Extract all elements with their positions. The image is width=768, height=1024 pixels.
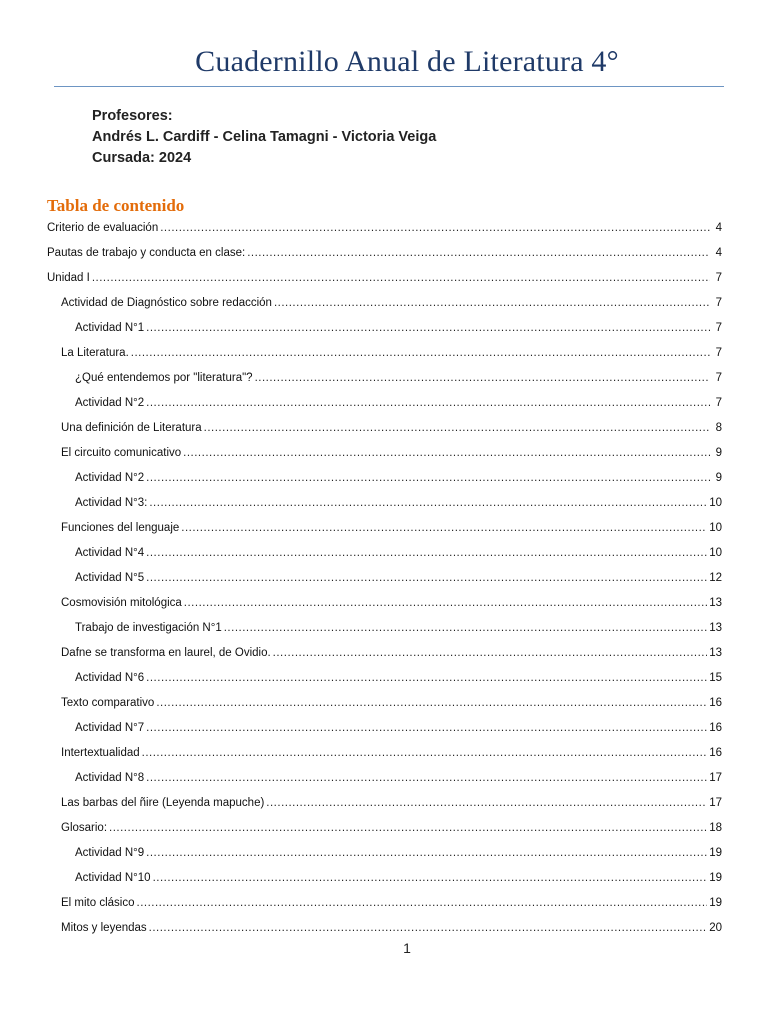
toc-entry-label: Trabajo de investigación N°1 [75,622,222,634]
toc-entry[interactable] [47,343,722,368]
toc-entry[interactable] [47,793,722,818]
authors-block [92,106,436,169]
toc-dot-leader [181,518,707,538]
toc-entry[interactable] [47,243,722,268]
toc-entry-page: 8 [715,422,722,434]
toc-dot-leader [146,568,707,588]
toc-entry-page: 19 [709,897,722,909]
toc-entry-label: Unidad I [47,272,90,284]
teachers-label: Profesores: [92,108,173,124]
toc-entry-page: 7 [715,397,722,409]
toc-entry[interactable] [47,593,722,618]
toc-dot-leader [146,543,707,563]
toc-entry-label: Actividad N°8 [75,772,145,784]
toc-dot-leader [146,468,710,488]
toc-entry[interactable] [47,718,722,743]
toc-entry-label: Actividad N°4 [75,547,145,559]
toc-entry[interactable] [47,543,722,568]
toc-entry-page: 20 [709,922,722,934]
toc-dot-leader [146,843,707,863]
toc-entry-page: 9 [715,447,722,459]
toc-dot-leader [92,268,710,288]
toc-entry-label: Mitos y leyendas [61,922,147,934]
page-number: 1 [403,940,411,956]
toc-entry-label: Actividad N°6 [75,672,145,684]
toc-heading: Tabla de contenido [47,196,185,215]
toc-entry[interactable] [47,293,722,318]
toc-entry-page: 4 [715,247,722,259]
toc-entry[interactable] [47,868,722,893]
toc-dot-leader [247,243,710,263]
toc-dot-leader [142,743,708,763]
toc-entry[interactable] [47,643,722,668]
toc-dot-leader [146,668,707,688]
toc-entry-label: Cosmovisión mitológica [61,597,182,609]
toc-entry-label: Actividad de Diagnóstico sobre redacción [61,297,272,309]
toc-entry[interactable] [47,693,722,718]
toc-entry[interactable] [47,443,722,468]
toc-dot-leader [146,768,707,788]
toc-entry-page: 16 [709,722,722,734]
toc-dot-leader [183,443,710,463]
toc-dot-leader [160,218,710,238]
toc-entry-page: 7 [715,272,722,284]
toc-entry[interactable] [47,368,722,393]
toc-entry-label: Pautas de trabajo y conducta en clase: [47,247,246,259]
toc-entry-page: 18 [709,822,722,834]
toc-entry-page: 16 [709,747,722,759]
toc-entry[interactable] [47,568,722,593]
toc-dot-leader [109,818,707,838]
toc-entry-page: 10 [709,547,722,559]
toc-dot-leader [266,793,707,813]
toc-entry[interactable] [47,843,722,868]
toc-dot-leader [156,693,707,713]
toc-dot-leader [153,868,708,888]
toc-entry-page: 13 [709,622,722,634]
toc-entry-label: Actividad N°10 [75,872,151,884]
toc-entry-label: Actividad N°5 [75,572,145,584]
toc-entry-label: ¿Qué entendemos por "literatura"? [75,372,253,384]
toc-entry-label: La Literatura. [61,347,129,359]
toc-entry[interactable] [47,893,722,918]
title-divider [54,86,724,87]
toc-dot-leader [255,368,710,388]
toc-entry-label: Actividad N°7 [75,722,145,734]
toc-entry-label: Intertextualidad [61,747,140,759]
toc-entry[interactable] [47,418,722,443]
toc-entry-label: Actividad N°9 [75,847,145,859]
toc-entry[interactable] [47,518,722,543]
toc-entry-page: 13 [709,597,722,609]
toc-entry[interactable] [47,493,722,518]
toc-entry-page: 7 [715,322,722,334]
toc-entry[interactable] [47,318,722,343]
toc-entry-page: 10 [709,497,722,509]
toc-entry[interactable] [47,468,722,493]
toc-dot-leader [131,343,710,363]
toc-dot-leader [146,318,710,338]
toc-dot-leader [146,393,710,413]
toc-entry-page: 17 [709,797,722,809]
toc-entry-label: El circuito comunicativo [61,447,182,459]
toc-entry-page: 4 [715,222,722,234]
toc-dot-leader [146,718,707,738]
toc-dot-leader [184,593,707,613]
toc-dot-leader [274,293,710,313]
toc-entry-page: 13 [709,647,722,659]
toc-entry-label: Actividad N°1 [75,322,145,334]
toc-entry-page: 19 [709,872,722,884]
toc-entry[interactable] [47,393,722,418]
toc-entry-label: Las barbas del ñire (Leyenda mapuche) [61,797,265,809]
toc-entry[interactable] [47,668,722,693]
toc-dot-leader [273,643,708,663]
toc-dot-leader [149,918,708,938]
toc-entry[interactable] [47,768,722,793]
toc-entry[interactable] [47,268,722,293]
toc-entry-page: 7 [715,297,722,309]
toc-dot-leader [137,893,708,913]
course-year: Cursada: 2024 [92,150,192,166]
table-of-contents [47,218,722,943]
toc-entry-label: Dafne se transforma en laurel, de Ovidio. [61,647,271,659]
toc-entry[interactable] [47,618,722,643]
toc-entry-page: 15 [709,672,722,684]
toc-entry-label: Texto comparativo [61,697,155,709]
toc-entry-label: Criterio de evaluación [47,222,159,234]
toc-entry-page: 12 [709,572,722,584]
toc-dot-leader [224,618,707,638]
toc-entry[interactable] [47,218,722,243]
toc-entry-page: 17 [709,772,722,784]
toc-entry-page: 19 [709,847,722,859]
toc-dot-leader [149,493,707,513]
toc-entry[interactable] [47,743,722,768]
toc-entry-page: 9 [715,472,722,484]
toc-entry-label: Actividad N°2 [75,397,145,409]
toc-entry-label: Glosario: [61,822,108,834]
toc-entry-label: El mito clásico [61,897,135,909]
toc-entry-label: Una definición de Literatura [61,422,202,434]
toc-entry-page: 7 [715,372,722,384]
toc-entry-page: 10 [709,522,722,534]
toc-entry-page: 16 [709,697,722,709]
toc-entry-label: Actividad N°3: [75,497,148,509]
toc-dot-leader [204,418,710,438]
toc-entry-page: 7 [715,347,722,359]
toc-entry[interactable] [47,818,722,843]
teachers-names: Andrés L. Cardiff - Celina Tamagni - Victoria Veiga [92,129,437,145]
page-title: Cuadernillo Anual de Literatura 4° [195,45,619,78]
toc-entry-label: Funciones del lenguaje [61,522,180,534]
toc-entry-label: Actividad N°2 [75,472,145,484]
